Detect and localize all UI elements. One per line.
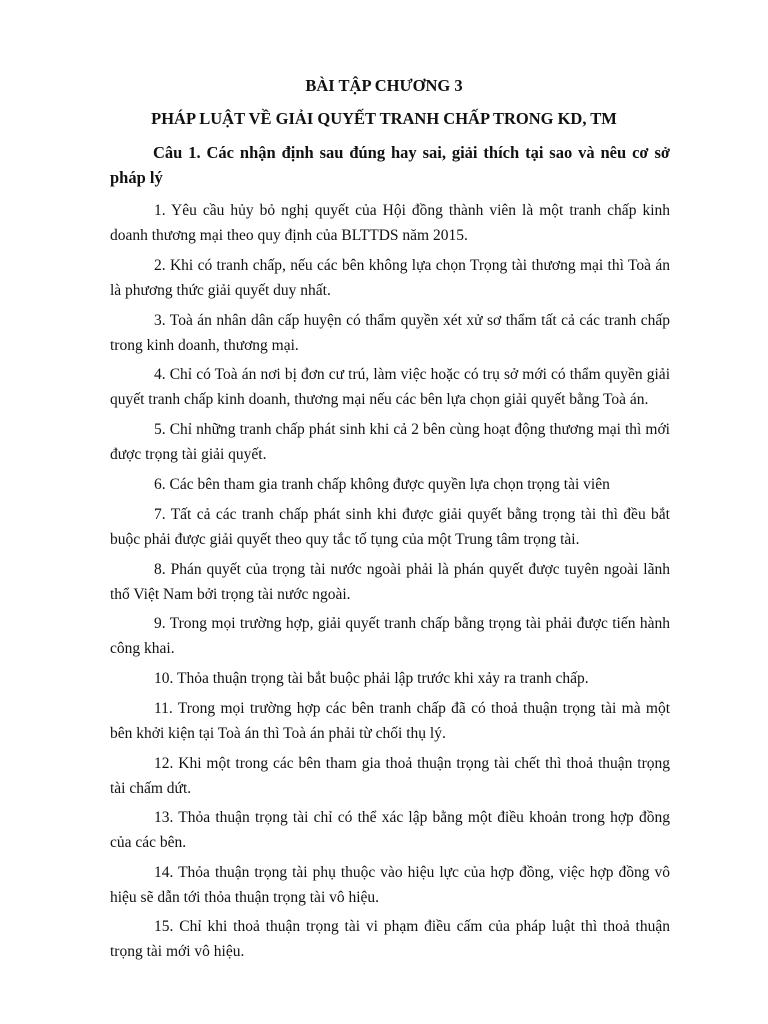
statement-item: 9. Trong mọi trường hợp, giải quyết tranh chấp bằng trọng tài phải được tiến hành công khai. [110, 615, 670, 657]
statement-item: 4. Chỉ có Toà án nơi bị đơn cư trú, làm việc hoặc có trụ sở mới có thẩm quyền giải quyết tranh chấp kinh doanh, thương mại nếu các bên lựa chọn giải quyết bằng Toà án. [110, 366, 670, 408]
statement-item: 6. Các bên tham gia tranh chấp không được quyền lựa chọn trọng tài viên [154, 476, 610, 493]
statement-item: 11. Trong mọi trường hợp các bên tranh chấp đã có thoả thuận trọng tài mà một bên khởi kiện tại Toà án thì Toà án phải từ chối thụ lý. [110, 700, 670, 742]
statement-item: 3. Toà án nhân dân cấp huyện có thẩm quyền xét xử sơ thẩm tất cả các tranh chấp trong kinh doanh, thương mại. [110, 312, 670, 354]
statement-item: 15. Chỉ khi thoả thuận trọng tài vi phạm điều cấm của pháp luật thì thoả thuận trọng tài mới vô hiệu. [110, 918, 670, 960]
statement-item: 12. Khi một trong các bên tham gia thoả thuận trọng tài chết thì thoả thuận trọng tài chấm dứt. [110, 755, 670, 797]
question-heading: Câu 1. Các nhận định sau đúng hay sai, giải thích tại sao và nêu cơ sở pháp lý [110, 143, 670, 187]
statement-item: 8. Phán quyết của trọng tài nước ngoài phải là phán quyết được tuyên ngoài lãnh thổ Việt Nam bởi trọng tài nước ngoài. [110, 561, 670, 603]
document-subtitle: PHÁP LUẬT VỀ GIẢI QUYẾT TRANH CHẤP TRONG KD, TM [151, 109, 617, 128]
document-title: BÀI TẬP CHƯƠNG 3 [305, 76, 463, 95]
statement-item: 10. Thỏa thuận trọng tài bắt buộc phải lập trước khi xảy ra tranh chấp. [154, 670, 589, 687]
statement-item: 7. Tất cả các tranh chấp phát sinh khi được giải quyết bằng trọng tài thì đều bắt buộc phải được giải quyết theo quy tắc tố tụng của một Trung tâm trọng tài. [110, 506, 670, 548]
statement-item: 13. Thỏa thuận trọng tài chỉ có thể xác lập bằng một điều khoản trong hợp đồng của các bên. [110, 809, 670, 851]
statement-item: 1. Yêu cầu hủy bỏ nghị quyết của Hội đồng thành viên là một tranh chấp kinh doanh thương mại theo quy định của BLTTDS năm 2015. [110, 202, 670, 244]
statement-item: 14. Thỏa thuận trọng tài phụ thuộc vào hiệu lực của hợp đồng, việc hợp đồng vô hiệu sẽ dẫn tới thỏa thuận trọng tài vô hiệu. [110, 864, 670, 906]
statement-item: 2. Khi có tranh chấp, nếu các bên không lựa chọn Trọng tài thương mại thì Toà án là phương thức giải quyết duy nhất. [110, 257, 670, 299]
statement-item: 5. Chỉ những tranh chấp phát sinh khi cả 2 bên cùng hoạt động thương mại thì mới được trọng tài giải quyết. [110, 421, 670, 463]
